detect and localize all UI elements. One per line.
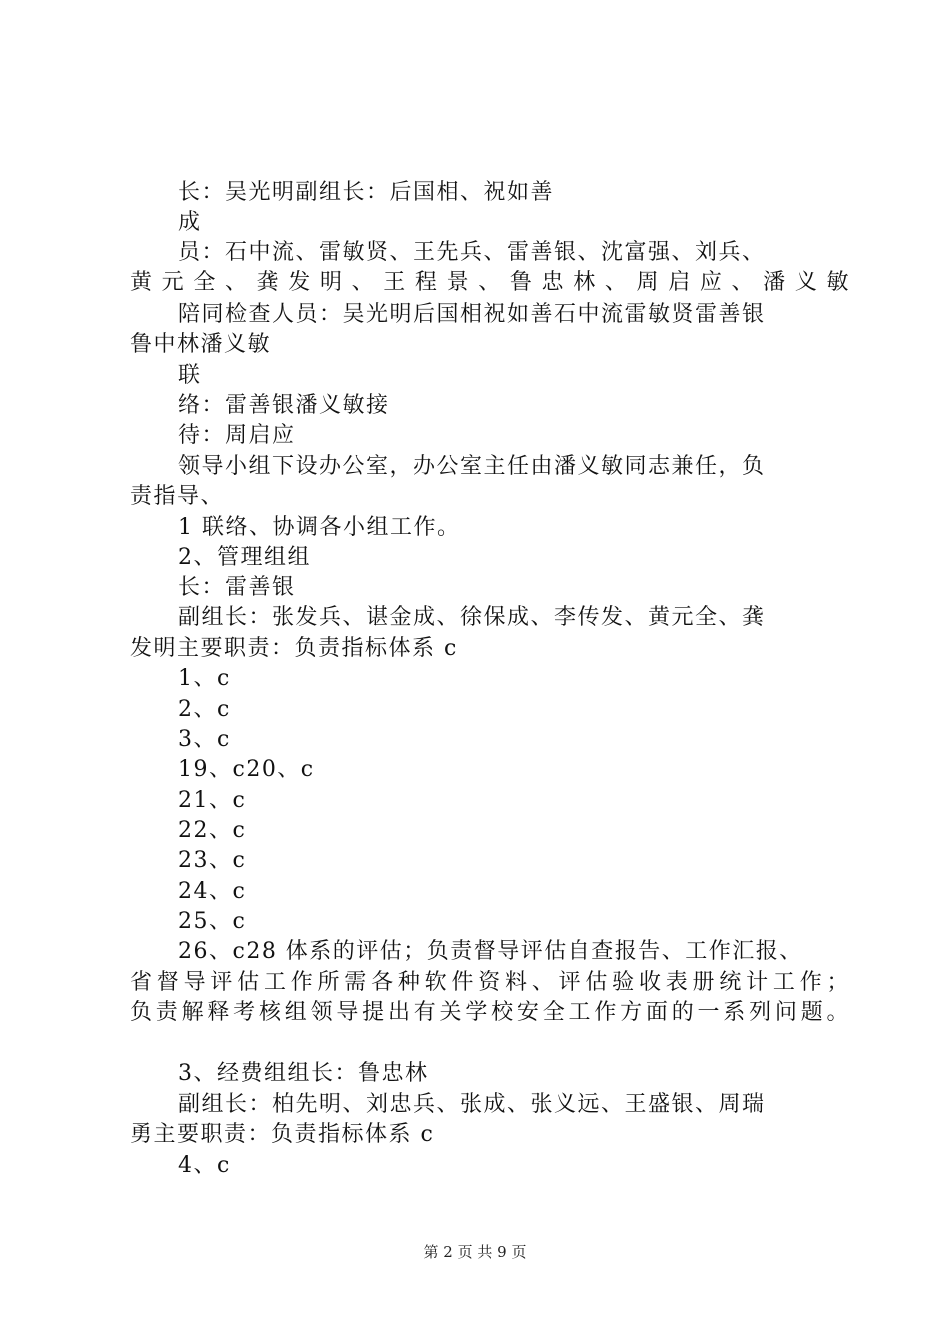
text-line: 勇主要职责：负责指标体系 c (130, 1122, 435, 1147)
text-line: 联 (178, 363, 202, 388)
text-line: 待：周启应 (178, 423, 296, 448)
text-line: 员：石中流、雷敏贤、王先兵、雷善银、沈富强、刘兵、 (178, 240, 766, 265)
text-line: 省督导评估工作所需各种软件资料、评估验收表册统计工作； (130, 970, 850, 995)
text-line: 发明主要职责：负责指标体系 c (130, 636, 458, 661)
page-number-footer: 第 2 页 共 9 页 (423, 1243, 527, 1261)
text-line: 陪同检查人员：吴光明后国相祝如善石中流雷敏贤雷善银 (178, 302, 766, 327)
text-line: 21、c (178, 788, 247, 813)
text-line: 25、c (178, 909, 247, 934)
text-line: 3、经费组组长：鲁忠林 (178, 1061, 429, 1086)
text-line: 领导小组下设办公室，办公室主任由潘义敏同志兼任，负 (178, 454, 766, 479)
text-line: 长：雷善银 (178, 575, 296, 600)
text-line: 24、c (178, 879, 247, 904)
text-line: 负责解释考核组领导提出有关学校安全工作方面的一系列问题。 (130, 1000, 850, 1025)
text-line: 19、c20、c (178, 757, 315, 782)
text-line: 副组长：柏先明、刘忠兵、张成、张义远、王盛银、周瑞 (178, 1092, 766, 1117)
text-line: 长：吴光明副组长：后国相、祝如善 (178, 180, 555, 205)
text-line: 1、c (178, 666, 231, 691)
text-line: 1 联络、协调各小组工作。 (178, 515, 461, 540)
text-line: 2、c (178, 697, 231, 722)
text-line: 3、c (178, 727, 231, 752)
text-line: 鲁中林潘义敏 (130, 332, 272, 357)
text-line: 副组长：张发兵、谌金成、徐保成、李传发、黄元全、龚 (178, 605, 766, 630)
text-line: 络：雷善银潘义敏接 (178, 393, 390, 418)
text-line: 26、c28 体系的评估；负责督导评估自查报告、工作汇报、 (178, 939, 803, 964)
text-line: 责指导、 (130, 484, 225, 509)
text-line: 2、管理组组 (178, 545, 311, 570)
text-line: 黄元全、龚发明、王程景、鲁忠林、周启应、潘义敏 (130, 270, 850, 295)
text-line: 22、c (178, 818, 247, 843)
text-line: 4、c (178, 1153, 231, 1178)
text-line: 23、c (178, 848, 247, 873)
text-line: 成 (178, 210, 202, 235)
